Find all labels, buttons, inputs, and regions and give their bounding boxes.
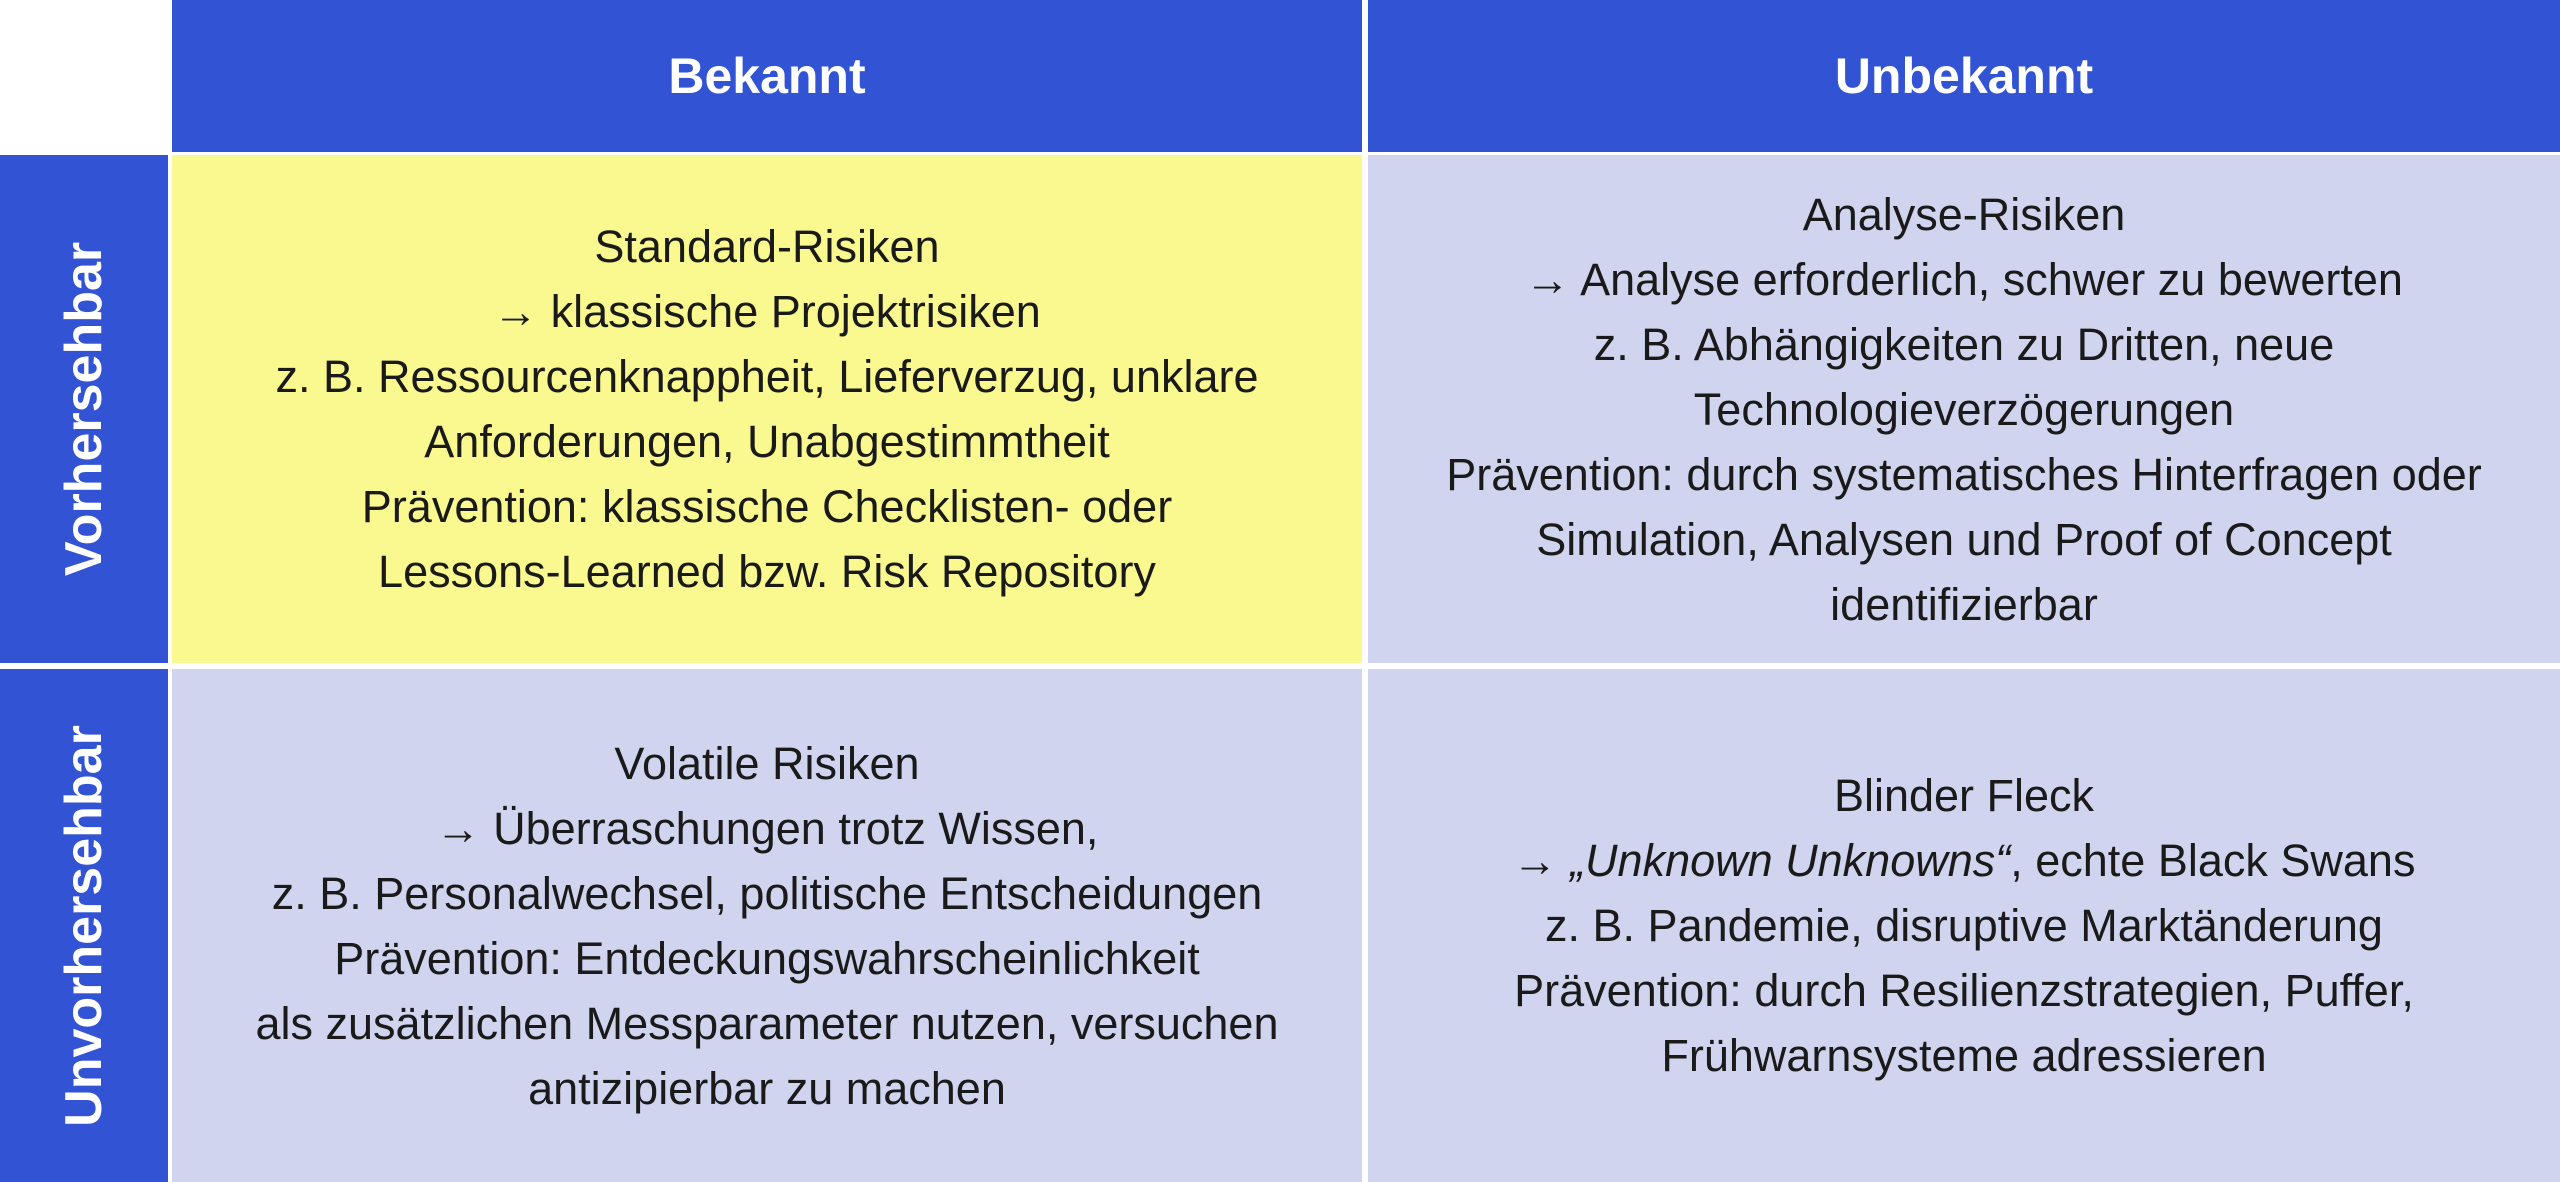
quadrant-blind-spot: [1368, 669, 2560, 1182]
quadrant-examples: z. B. Pandemie, disruptive Marktänderung: [1545, 900, 2383, 951]
column-header-known-label: Bekannt: [668, 48, 866, 104]
quadrant-arrow-line: → klassische Projektrisiken: [493, 286, 1041, 337]
quadrant-title: Standard-Risiken: [594, 221, 940, 272]
quadrant-arrow-line: [1513, 828, 2416, 893]
quadrant-prevention: Frühwarnsysteme adressieren: [1661, 1030, 2267, 1081]
quadrant-arrow-line: → Analyse erforderlich, schwer zu bewerten: [1525, 253, 2403, 305]
quadrant-examples: z. B. Personalwechsel, politische Entscheidungen: [271, 867, 1263, 919]
quadrant-title: Blinder Fleck: [1833, 770, 2095, 821]
quadrant-prevention: identifizierbar: [1830, 578, 2098, 630]
quadrant-prevention: Lessons-Learned bzw. Risk Repository: [378, 546, 1156, 597]
quadrant-examples: z. B. Abhängigkeiten zu Dritten, neue: [1593, 318, 2335, 370]
arrow-rest: , echte Black Swans: [2010, 835, 2416, 886]
row-header-unforeseeable-label: Unvorhersehbar: [55, 724, 113, 1127]
quadrant-prevention: als zusätzlichen Messparameter nutzen, versuchen: [255, 997, 1279, 1049]
prevention-label: Prävention:: [1514, 965, 1742, 1016]
row-header-foreseeable-label: Vorhersehbar: [55, 241, 113, 577]
prevention-text: durch Resilienzstrategien, Puffer,: [1754, 965, 2414, 1016]
quadrant-title: Volatile Risiken: [614, 737, 920, 789]
quadrant-prevention: Simulation, Analysen und Proof of Concept: [1536, 513, 2392, 565]
quadrant-volatile-risks: [172, 669, 1362, 1182]
quadrant-prevention: [334, 926, 1200, 991]
quadrant-title: Analyse-Risiken: [1802, 188, 2126, 240]
quadrant-prevention: [362, 474, 1172, 539]
prevention-text: Entdeckungswahrscheinlichkeit: [574, 932, 1200, 984]
quadrant-prevention: [1446, 442, 2482, 507]
quadrant-prevention: antizipierbar zu machen: [528, 1062, 1006, 1114]
quadrant-analysis-risks: [1368, 155, 2560, 663]
quadrant-arrow-line: → Überraschungen trotz Wissen,: [435, 802, 1099, 854]
arrow-glyph: →: [1512, 835, 1558, 886]
quadrant-prevention: [1514, 958, 2414, 1023]
quadrant-examples: Technologieverzögerungen: [1693, 383, 2235, 435]
prevention-label: Prävention:: [334, 932, 562, 984]
quadrant-examples: z. B. Ressourcenknappheit, Lieferverzug, unklare: [275, 351, 1259, 402]
unknown-unknowns-quote: „Unknown Unknowns“: [1570, 835, 2011, 886]
prevention-text: durch systematisches Hinterfragen oder: [1686, 448, 2482, 500]
quadrant-examples: Anforderungen, Unabgestimmtheit: [424, 416, 1110, 467]
prevention-text: klassische Checklisten- oder: [601, 481, 1173, 532]
row-header-unforeseeable: [0, 669, 168, 1182]
column-header-unknown: [1368, 0, 2560, 152]
column-header-unknown-label: Unbekannt: [1834, 48, 2094, 104]
prevention-label: Prävention:: [1446, 448, 1674, 500]
quadrant-standard-risks: [172, 155, 1362, 663]
column-header-known: [172, 0, 1362, 152]
row-header-foreseeable: [0, 155, 168, 663]
prevention-label: Prävention:: [361, 481, 590, 532]
